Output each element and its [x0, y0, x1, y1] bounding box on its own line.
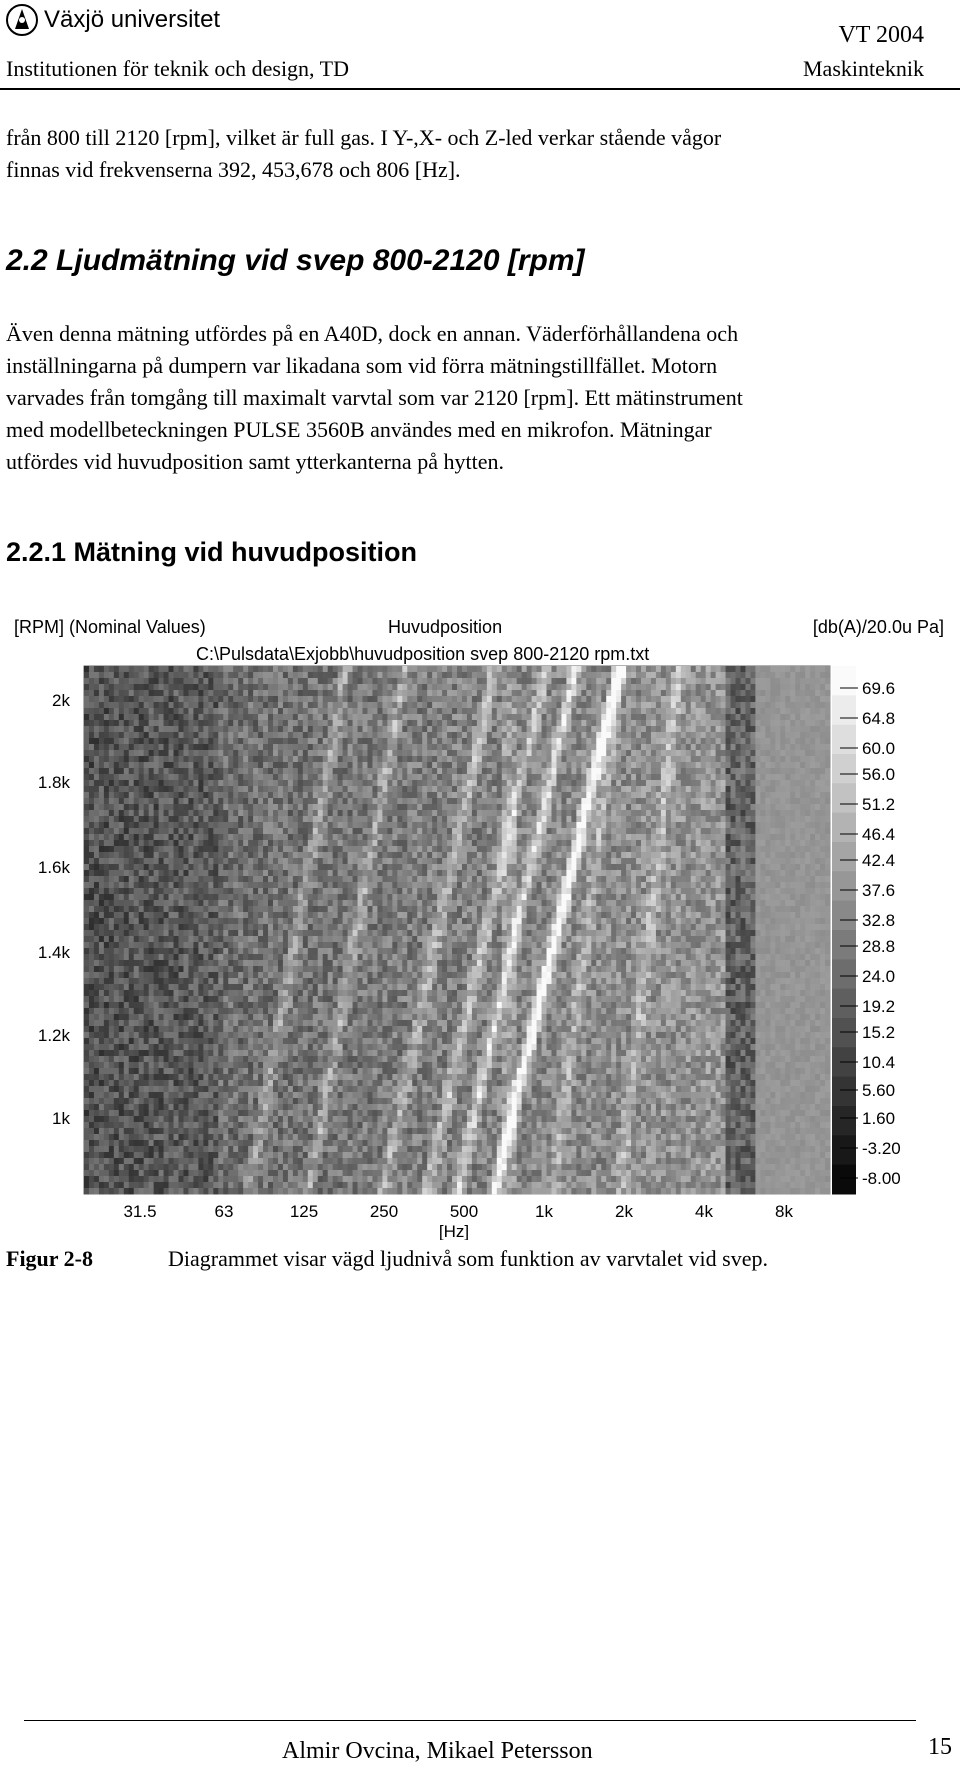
color-scale-step [832, 725, 856, 755]
y-tick-label: 1k [52, 1109, 70, 1128]
color-scale-label: 24.0 [862, 967, 896, 986]
figure-label: Figur 2-8 [6, 1246, 93, 1271]
x-tick-label: 31.5 [123, 1202, 157, 1221]
institution-name: Institutionen för teknik och design, TD [6, 56, 349, 81]
color-scale-step [832, 1106, 856, 1136]
text-line: finnas vid frekvenserna 392, 453,678 och 806 [Hz]. [6, 157, 461, 182]
chart-unit-label: [db(A)/20.0u Pa] [812, 617, 944, 637]
y-tick-label: 1.4k [37, 943, 70, 962]
color-scale-label: 15.2 [862, 1023, 896, 1042]
paragraph-intro [6, 122, 936, 186]
chart-file-path: C:\Pulsdata\Exjobb\huvudposition svep 800-2120 rpm.txt [196, 644, 650, 664]
color-scale-step [832, 842, 856, 872]
color-scale-step [832, 930, 856, 960]
university-seal-logo [6, 4, 38, 36]
color-scale-label: 10.4 [862, 1053, 896, 1072]
color-scale-step [832, 695, 856, 725]
x-tick-label: 1k [535, 1202, 553, 1221]
x-axis-ticks [123, 1202, 793, 1221]
semester: VT 2004 [838, 22, 924, 48]
color-scale-label: 64.8 [862, 709, 896, 728]
paragraph-description [6, 318, 936, 478]
color-scale-label: 56.0 [862, 765, 896, 784]
color-scale-step [832, 1077, 856, 1107]
chart-top-left-label: [RPM] (Nominal Values) [14, 617, 206, 637]
color-scale-label: 60.0 [862, 739, 896, 758]
subsection-heading: 2.2.1 Mätning vid huvudposition [6, 537, 418, 567]
color-scale-step [832, 989, 856, 1019]
color-scale-labels [862, 679, 901, 1188]
color-scale-label: 19.2 [862, 997, 896, 1016]
color-scale-label: 42.4 [862, 851, 896, 870]
spectrogram-chart [0, 600, 960, 1240]
color-scale-step [832, 901, 856, 931]
department-name: Maskinteknik [803, 56, 924, 81]
color-scale-step [832, 666, 856, 696]
color-scale-label: 46.4 [862, 825, 896, 844]
color-scale-step [832, 871, 856, 901]
y-axis-ticks [38, 691, 71, 1128]
x-tick-label: 4k [695, 1202, 713, 1221]
color-scale-label: 28.8 [862, 937, 896, 956]
color-scale-label: 69.6 [862, 679, 896, 698]
heatmap-cells [84, 666, 830, 1194]
color-scale-label: 51.2 [862, 795, 896, 814]
y-tick-label: 1.2k [37, 1026, 70, 1045]
color-scale-step [832, 1165, 856, 1195]
text-line: med modellbeteckningen PULSE 3560B användes med en mikrofon. Mätningar [6, 417, 712, 442]
page-number: 15 [928, 1734, 952, 1760]
text-line: inställningarna på dumpern var likadana som vid förra mätningstillfället. Motorn [6, 353, 718, 378]
x-axis-label: [Hz] [438, 1222, 470, 1240]
footer-divider [24, 1720, 916, 1721]
text-line: Även denna mätning utfördes på en A40D, dock en annan. Väderförhållandena och [6, 321, 739, 346]
section-heading: 2.2 Ljudmätning vid svep 800-2120 [rpm] [6, 244, 585, 277]
color-scale-label: -8.00 [862, 1169, 901, 1188]
x-tick-label: 125 [289, 1202, 319, 1221]
header-divider [0, 88, 960, 90]
color-scale-label: 5.60 [862, 1081, 896, 1100]
color-scale-step [832, 1135, 856, 1165]
university-name: Växjö universitet [44, 6, 221, 33]
x-tick-label: 2k [615, 1202, 633, 1221]
color-scale-label: -3.20 [862, 1139, 901, 1158]
y-tick-label: 2k [52, 691, 70, 710]
y-tick-label: 1.8k [37, 773, 70, 792]
color-scale-label: 32.8 [862, 911, 896, 930]
x-tick-label: 63 [214, 1202, 234, 1221]
text-line: från 800 till 2120 [rpm], vilket är full gas. I Y-,X- och Z-led verkar stående vågor [6, 125, 722, 150]
color-scale-step [832, 1018, 856, 1048]
y-tick-label: 1.6k [37, 858, 70, 877]
color-scale-step [832, 959, 856, 989]
text-line: utfördes vid huvudposition samt ytterkanterna på hytten. [6, 449, 504, 474]
color-scale-step [832, 783, 856, 813]
color-scale-label: 1.60 [862, 1109, 896, 1128]
chart-title: Huvudposition [388, 617, 503, 637]
color-scale-bar [832, 666, 858, 1195]
x-tick-label: 500 [449, 1202, 479, 1221]
x-tick-label: 8k [775, 1202, 793, 1221]
color-scale-step [832, 754, 856, 784]
x-tick-label: 250 [369, 1202, 399, 1221]
text-line: varvades från tomgång till maximalt varvtal som var 2120 [rpm]. Ett mätinstrument [6, 385, 743, 410]
footer-authors: Almir Ovcina, Mikael Petersson [282, 1738, 593, 1764]
color-scale-step [832, 813, 856, 843]
figure-caption: Diagrammet visar vägd ljudnivå som funktion av varvtalet vid svep. [168, 1246, 768, 1271]
color-scale-label: 37.6 [862, 881, 896, 900]
